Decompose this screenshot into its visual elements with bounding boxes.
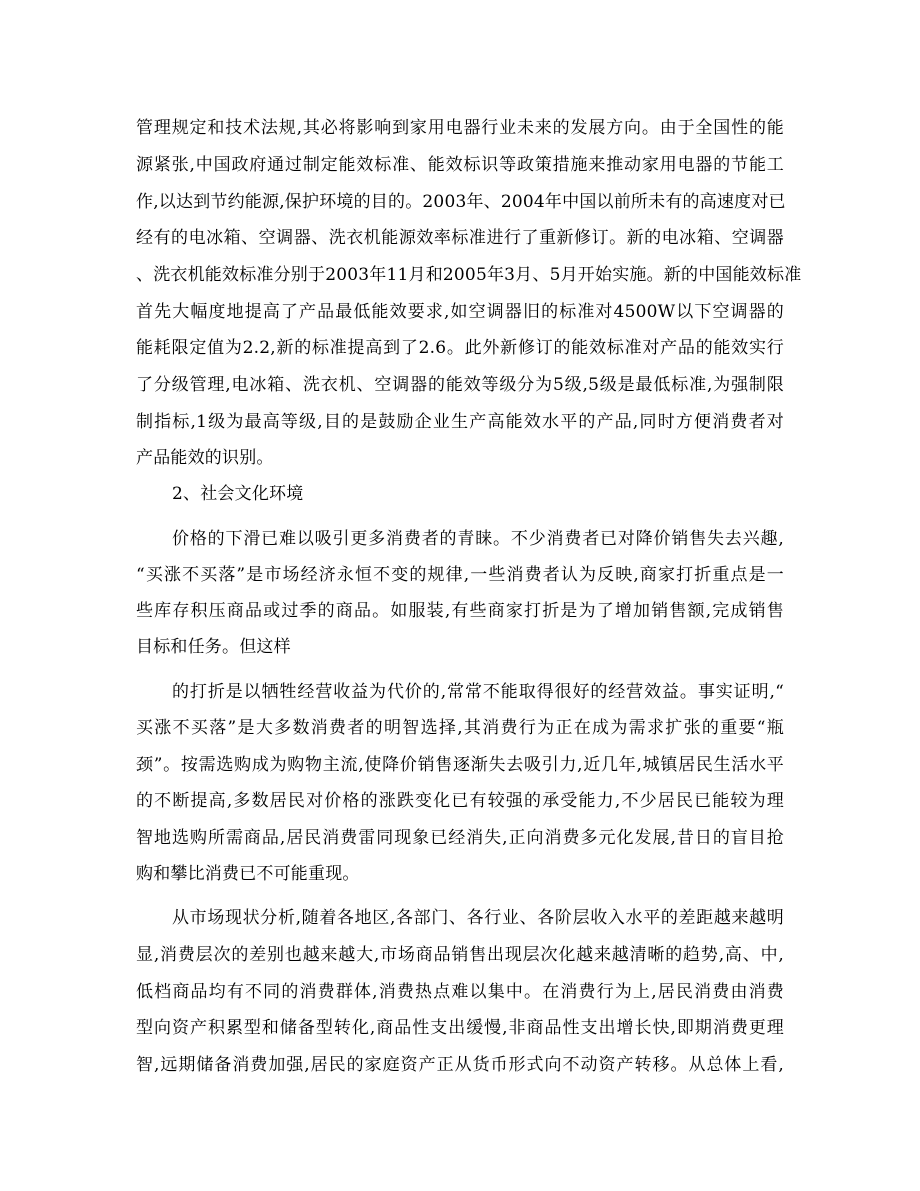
text-line: 作,以达到节约能源,保护环境的目的。2003年、2004年中国以前所未有的高速度对已 bbox=[136, 192, 786, 212]
text-line: 了分级管理,电冰箱、洗衣机、空调器的能效等级分为5级,5级是最低标准,为强制限 bbox=[136, 375, 784, 395]
text-line: 管理规定和技术法规,其必将影响到家用电器行业未来的发展方向。由于全国性的能 bbox=[136, 118, 784, 138]
text-line: 目标和任务。但这样 bbox=[136, 637, 291, 657]
text-line: 的不断提高,多数居民对价格的涨跌变化已有较强的承受能力,不少居民已能较为理 bbox=[136, 791, 784, 811]
text-line: 的打折是以牺牲经营收益为代价的,常常不能取得很好的经营效益。事实证明,“ bbox=[172, 682, 784, 702]
text-line: 、洗衣机能效标准分别于2003年11月和2005年3月、5月开始实施。新的中国能效标准 bbox=[136, 265, 802, 285]
text-line: 价格的下滑已难以吸引更多消费者的青睐。不少消费者已对降价销售失去兴趣, bbox=[172, 529, 784, 549]
text-line: “买涨不买落”是市场经济永恒不变的规律,一些消费者认为反映,商家打折重点是一 bbox=[136, 565, 784, 585]
text-line: 首先大幅度地提高了产品最低能效要求,如空调器旧的标准对4500W以下空调器的 bbox=[136, 302, 784, 322]
text-line: 低档商品均有不同的消费群体,消费热点难以集中。在消费行为上,居民消费由消费 bbox=[136, 982, 784, 1002]
text-line: 制指标,1级为最高等级,目的是鼓励企业生产高能效水平的产品,同时方便消费者对 bbox=[136, 412, 784, 432]
text-line: 产品能效的识别。 bbox=[136, 448, 274, 468]
text-line: 智地选购所需商品,居民消费雷同现象已经消失,正向消费多元化发展,昔日的盲目抢 bbox=[136, 828, 784, 848]
text-line: 型向资产积累型和储备型转化,商品性支出缓慢,非商品性支出增长快,即期消费更理 bbox=[136, 1018, 784, 1038]
text-line: 买涨不买落”是大多数消费者的明智选择,其消费行为正在成为需求扩张的重要“瓶 bbox=[136, 718, 784, 738]
text-line: 从市场现状分析,随着各地区,各部门、各行业、各阶层收入水平的差距越来越明 bbox=[172, 908, 784, 928]
text-line: 源紧张,中国政府通过制定能效标准、能效标识等政策措施来推动家用电器的节能工 bbox=[136, 155, 784, 175]
text-line: 智,远期储备消费加强,居民的家庭资产正从货币形式向不动资产转移。从总体上看, bbox=[136, 1055, 784, 1075]
text-line: 显,消费层次的差别也越来越大,市场商品销售出现层次化越来越清晰的趋势,高、中, bbox=[136, 945, 784, 965]
text-line: 颈”。按需选购成为购物主流,使降价销售逐渐失去吸引力,近几年,城镇居民生活水平 bbox=[136, 755, 784, 775]
section-heading: 2、社会文化环境 bbox=[172, 484, 304, 504]
text-line: 经有的电冰箱、空调器、洗衣机能源效率标准进行了重新修订。新的电冰箱、空调器 bbox=[136, 228, 784, 248]
text-line: 能耗限定值为2.2,新的标准提高到了2.6。此外新修订的能效标准对产品的能效实行 bbox=[136, 338, 784, 358]
text-line: 购和攀比消费已不可能重现。 bbox=[136, 864, 360, 884]
text-line: 些库存积压商品或过季的商品。如服装,有些商家打折是为了增加销售额,完成销售 bbox=[136, 601, 784, 621]
